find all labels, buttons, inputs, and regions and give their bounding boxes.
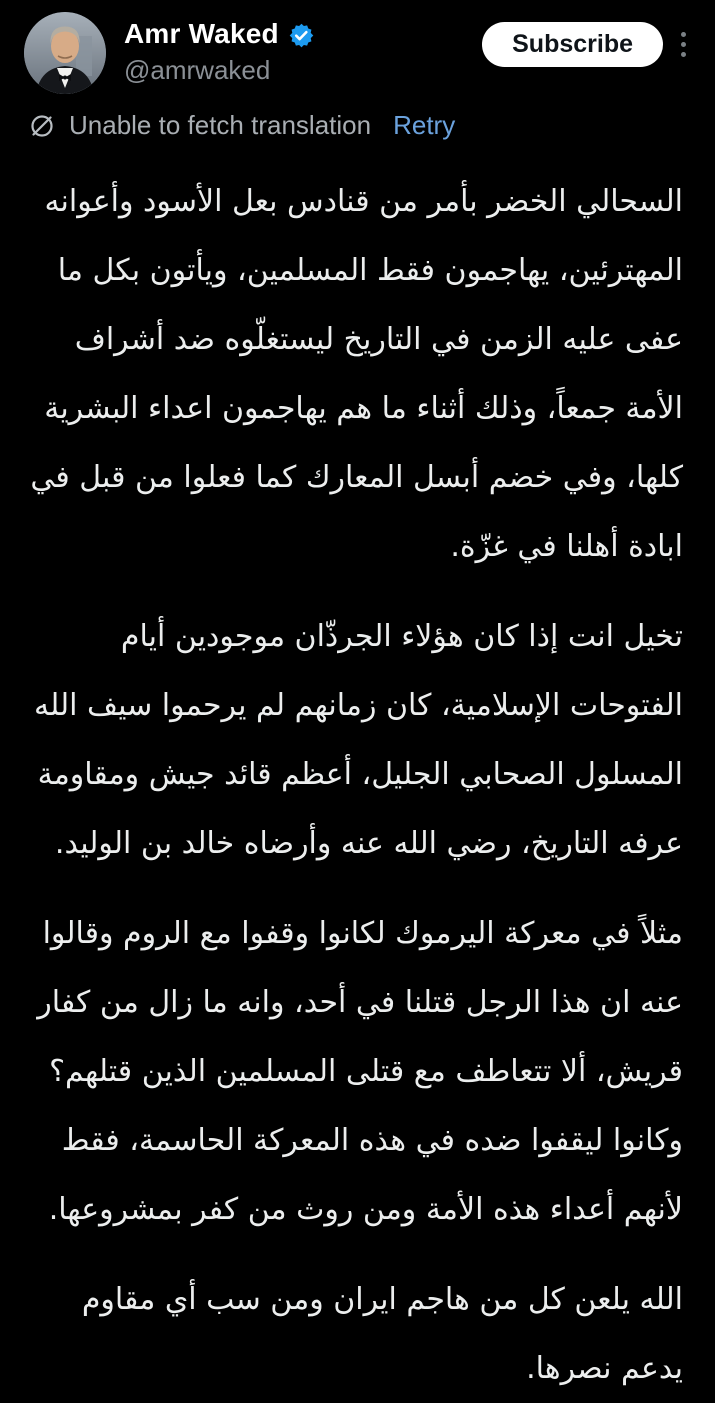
verified-badge-icon: [288, 22, 315, 49]
more-options-icon[interactable]: [679, 25, 693, 65]
retry-link[interactable]: Retry: [393, 110, 456, 140]
name-row: [124, 18, 482, 50]
post-paragraph-4: الله يلعن كل من هاجم ايران ومن سب أي مقاوم يدعم نصرها.: [81, 1282, 683, 1386]
user-identity: [124, 12, 482, 86]
translation-unavailable-icon: [28, 112, 56, 140]
header-actions: [482, 12, 693, 67]
post-header: [0, 0, 715, 94]
post-paragraph-2: تخيل انت إذا كان هؤلاء الجرذّان موجودين أيام الفتوحات الإسلامية، كان زمانهم لم يرحموا سيف الله المسلول الصحابي الجليل، أعظم قائد جيش ومقاومة عرفه التاريخ، رضي الله عنه وأرضاه خالد بن الوليد.: [33, 619, 683, 861]
translation-bar: [0, 94, 715, 143]
avatar-photo: [24, 12, 106, 94]
post-paragraph-3: مثلاً في معركة اليرموك لكانوا وقفوا مع الروم وقالوا عنه ان هذا الرجل قتلنا في أحد، وانه ما زال من كفار قريش، ألا تتعاطف مع قتلى المسلمين الذين قتلهم؟ وكانوا ليقفوا ضده في هذه المعركة الحاسمة، فقط لأنهم أعداء هذه الأمة ومن روث من كفر بمشروعها.: [37, 916, 683, 1227]
display-name[interactable]: Amr Waked: [124, 18, 279, 49]
subscribe-button[interactable]: Subscribe: [482, 22, 663, 67]
avatar[interactable]: [24, 12, 106, 94]
post-text: [0, 143, 715, 1403]
translation-status-text: Unable to fetch translation: [69, 110, 372, 140]
post-paragraph-1: السحالي الخضر بأمر من قنادس بعل الأسود وأعوانه المهترئين، يهاجمون فقط المسلمين، ويأتون بكل ما عفى عليه الزمن في التاريخ ليستغلّوه ضد أشراف الأمة جمعاً، وذلك أثناء ما هم يهاجمون اعداء البشرية كلها، وفي خضم أبسل المعارك كما فعلوا من قبل في ابادة أهلنا في غزّة.: [30, 184, 683, 564]
user-handle[interactable]: @amrwaked: [124, 55, 271, 85]
